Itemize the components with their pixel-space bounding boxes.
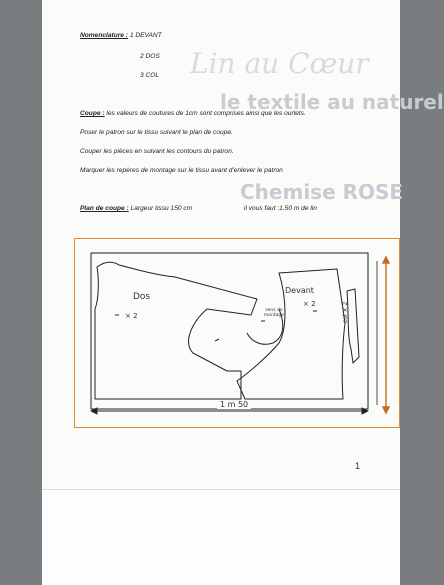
watermark-line1: le textile au naturel [220,90,444,114]
montage-label: sens de montage [263,308,285,318]
plan-row [80,206,192,213]
cutting-plan-drawing [75,239,399,427]
notch [215,339,219,341]
devant-qty: × 2 [303,300,316,308]
watermark-line2: Chemise ROSE [240,180,404,204]
grain-marker-top [383,257,389,263]
nomenclature-item-3: 3 COL [140,72,160,79]
plan-largeur: Largeur tissu 150 cm [130,205,193,212]
dos-label: Dos [133,292,151,302]
nomenclature-label: Nomenclature : [80,32,128,39]
document-page [42,0,444,489]
fabric-outline [91,253,368,409]
coupe-label: Coupe : [80,110,105,117]
nomenclature-row-1 [80,33,162,40]
nomenclature-item-1: 1 DEVANT [129,32,162,39]
next-page-edge [42,489,400,585]
dos-qty: × 2 [125,312,138,320]
plan-besoin: il vous faut :1.50 m de lin [244,205,317,212]
col-label: col × 2 [342,301,349,323]
coupe-line-3: Couper les pièces en suivant les contours du patron. [80,148,234,155]
coupe-row-1 [80,111,306,118]
coupe-line-2: Poser le patron sur le tissu suivant le plan de coupe. [80,129,233,136]
plan-label: Plan de coupe : [80,205,129,212]
width-label: 1 m 50 [217,401,251,409]
nomenclature-item-2: 2 DOS [140,53,160,60]
watermark-script: Lin au Cœur [190,47,369,80]
page-number: 1 [355,461,361,471]
devant-label: Devant [285,286,314,295]
dos-piece [95,262,257,399]
grain-marker-bottom [383,407,389,413]
coupe-line-4: Marquer les repères de montage sur le tissu avant d'enlever le patron [80,167,283,174]
col-piece [347,289,359,363]
cutting-plan [74,238,400,428]
coupe-line-1: les valeurs de coutures de 1cm sont comprises ainsi que les ourlets. [106,110,306,117]
